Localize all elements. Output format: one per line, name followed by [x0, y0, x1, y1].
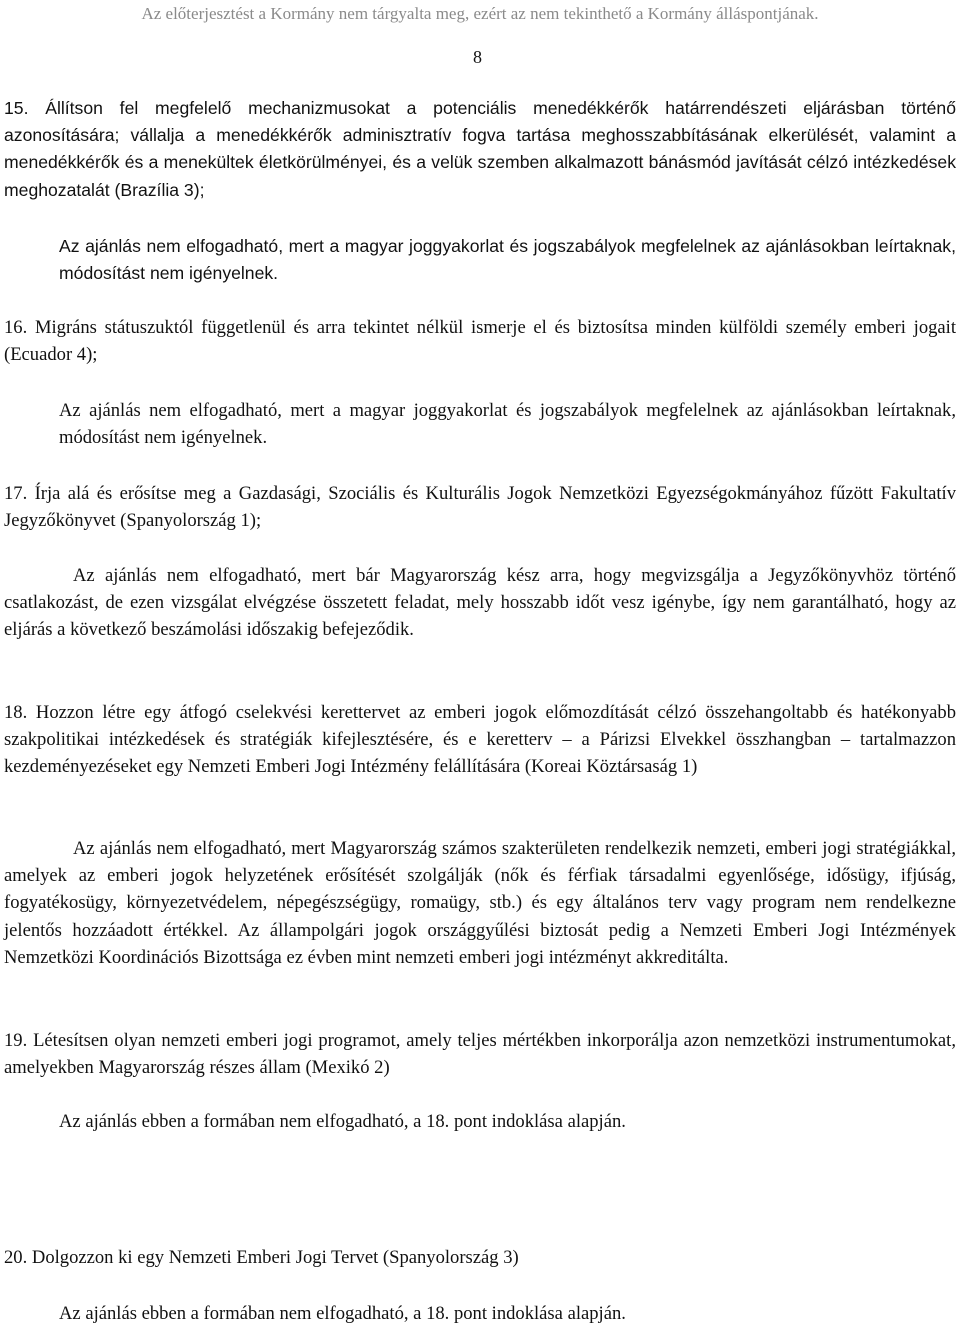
response-18: Az ajánlás nem elfogadható, mert Magyarország számos szakterületen rendelkezik nemzeti, emberi jogi stratégiákkal, amelyek az emberi jogok helyzetének erősítését szolgálják (nők és férfiak társadalmi egyenlősége, idősügy, ifjúság, fogyatékosügy, környezetvédelem, népegészségügy, romaügy, stb.) és egy általános terv vagy program nem rendelkezne jelentős hozzáadott értékkel. Az állampolgári jogok országgyűlési biztosát pedig a Nemzeti Emberi Jogi Intézmények Nemzetközi Koordinációs Bizottsága ez évben mint nemzeti emberi jogi intézményt akkreditálta.	[4, 838, 956, 968]
recommendation-19: 19. Létesítsen olyan nemzeti emberi jogi programot, amely teljes mértékben inkorporálja azon nemzetközi instrumentumokat, amelyekben Magyarország részes állam (Mexikó 2)	[4, 1030, 956, 1079]
page-number: 8	[473, 47, 482, 67]
response-20: Az ajánlás ebben a formában nem elfogadható, a 18. pont indoklása alapján.	[59, 1303, 626, 1324]
response-17: Az ajánlás nem elfogadható, mert bár Magyarország kész arra, hogy megvizsgálja a Jegyzőkönyvhöz történő csatlakozást, de ezen vizsgálat elvégzése összetett feladat, mely hosszabb időt vesz igénybe, így nem garantálható, hogy az eljárás a következő beszámolási időszakig befejeződik.	[4, 565, 956, 641]
response-19: Az ajánlás ebben a formában nem elfogadható, a 18. pont indoklása alapján.	[59, 1111, 626, 1132]
recommendation-17: 17. Írja alá és erősítse meg a Gazdasági, Szociális és Kulturális Jogok Nemzetközi Egyezségokmányához fűzött Fakultatív Jegyzőkönyvet (Spanyolország 1);	[4, 483, 956, 532]
response-16: Az ajánlás nem elfogadható, mert a magyar joggyakorlat és jogszabályok megfelelnek az ajánlásokban leírtaknak, módosítást nem igényelnek.	[59, 400, 956, 449]
recommendation-18: 18. Hozzon létre egy átfogó cselekvési kerettervet az emberi jogok előmozdítását célzó összehangoltabb és hatékonyabb szakpolitikai intézkedések és stratégiák kifejlesztésére, és e keretterv – a Párizsi Elvekkel összhangban – tartalmazzon kezdeményezéseket egy Nemzeti Emberi Jogi Intézmény felállítására (Koreai Köztársaság 1)	[4, 702, 956, 778]
recommendation-20: 20. Dolgozzon ki egy Nemzeti Emberi Jogi Tervet (Spanyolország 3)	[4, 1247, 519, 1268]
header-disclaimer: Az előterjesztést a Kormány nem tárgyalta meg, ezért az nem tekinthető a Kormány álláspontjának.	[141, 4, 819, 23]
recommendation-15: 15. Állítson fel megfelelő mechanizmusokat a potenciális menedékkérők határrendészeti eljárásban történő azonosítására; vállalja a menedékkérők adminisztratív fogva tartása meghosszabbításának elkerülését, valamint a menedékkérők és a menekültek életkörülményei, és a velük szemben alkalmazott bánásmód javítását célzó intézkedések meghozatalát (Brazília 3);	[4, 98, 956, 200]
recommendation-16: 16. Migráns státuszuktól függetlenül és arra tekintet nélkül ismerje el és biztosítsa minden külföldi személy emberi jogait (Ecuador 4);	[4, 317, 956, 366]
response-15: Az ajánlás nem elfogadható, mert a magyar joggyakorlat és jogszabályok megfelelnek az ajánlásokban leírtaknak, módosítást nem igényelnek.	[59, 236, 956, 284]
